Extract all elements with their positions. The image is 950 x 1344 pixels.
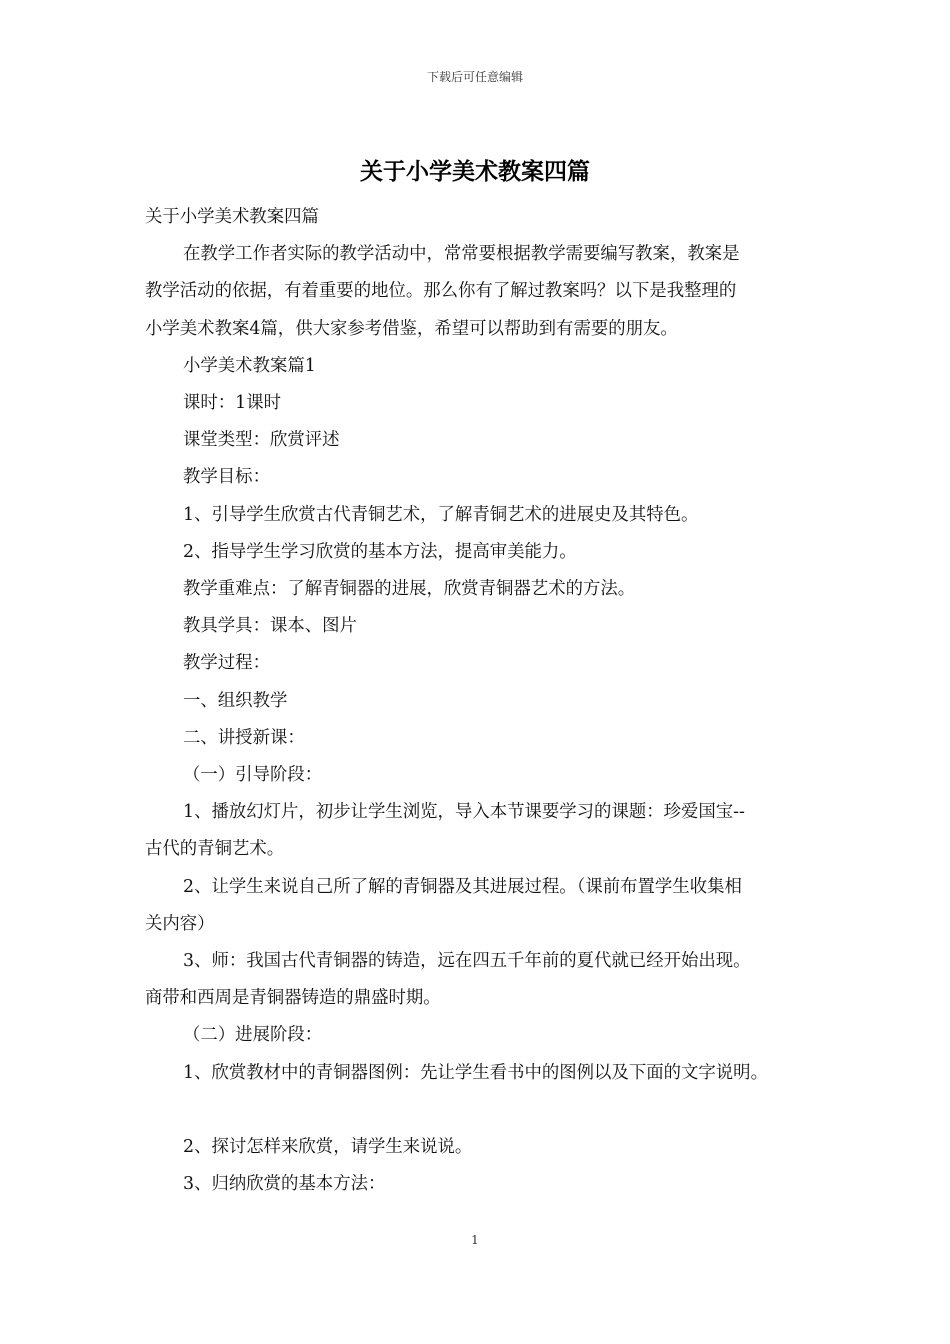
subtitle-line: 关于小学美术教案四篇 (145, 207, 319, 227)
key-difficulties: 教学重难点：了解青铜器的进展，欣赏青铜器艺术的方法。 (183, 579, 636, 600)
stage-develop: （二）进展阶段： (183, 1025, 323, 1046)
develop-item-2: 2、探讨怎样来欣赏，请学生来说说。 (183, 1137, 473, 1158)
guide-item-3-line-2: 商带和西周是青铜器铸造的鼎盛时期。 (145, 988, 441, 1009)
guide-item-1-line-1: 1、播放幻灯片，初步让学生浏览，导入本节课要学习的课题：珍爱国宝-- (183, 802, 745, 823)
develop-item-1: 1、欣赏教材中的青铜器图例：先让学生看书中的图例以及下面的文字说明。 (183, 1062, 768, 1083)
guide-item-3-line-1: 3、师：我国古代青铜器的铸造，远在四五千年前的夏代就已经开始出现。 (183, 951, 751, 972)
guide-item-2-line-2: 关内容） (145, 913, 215, 934)
guide-item-1-line-2: 古代的青铜艺术。 (145, 839, 285, 860)
document-title: 关于小学美术教案四篇 (360, 158, 590, 185)
intro-paragraph-line-3: 小学美术教案4篇，供大家参考借鉴，希望可以帮助到有需要的朋友。 (145, 318, 678, 339)
document-body (145, 199, 815, 1203)
class-type: 课堂类型：欣赏评述 (183, 430, 340, 451)
objective-2: 2、指导学生学习欣赏的基本方法，提高审美能力。 (183, 541, 577, 562)
step-organize: 一、组织教学 (183, 690, 288, 711)
intro-paragraph-line-2: 教学活动的依据，有着重要的地位。那么你有了解过教案吗？以下是我整理的 (145, 281, 737, 302)
intro-paragraph-line-1: 在教学工作者实际的教学活动中，常常要根据教学需要编写教案，教案是 (183, 244, 740, 265)
page-number: 1 (471, 1233, 479, 1247)
section-heading: 小学美术教案篇1 (183, 355, 316, 376)
develop-item-3: 3、归纳欣赏的基本方法： (183, 1174, 386, 1195)
process-heading: 教学过程： (183, 653, 270, 674)
blank-line (145, 1092, 815, 1129)
step-new-lesson: 二、讲授新课： (183, 727, 305, 748)
teaching-aids: 教具学具：课本、图片 (183, 616, 357, 637)
objectives-heading: 教学目标： (183, 467, 270, 488)
guide-item-2-line-1: 2、让学生来说自己所了解的青铜器及其进展过程。（课前布置学生收集相 (183, 876, 742, 897)
objective-1: 1、引导学生欣赏古代青铜艺术，了解青铜艺术的进展史及其特色。 (183, 504, 699, 525)
page-header: 下载后可任意编辑 (426, 70, 523, 84)
class-hours: 课时：1课时 (183, 393, 282, 414)
stage-guide: （一）引导阶段： (183, 765, 323, 786)
